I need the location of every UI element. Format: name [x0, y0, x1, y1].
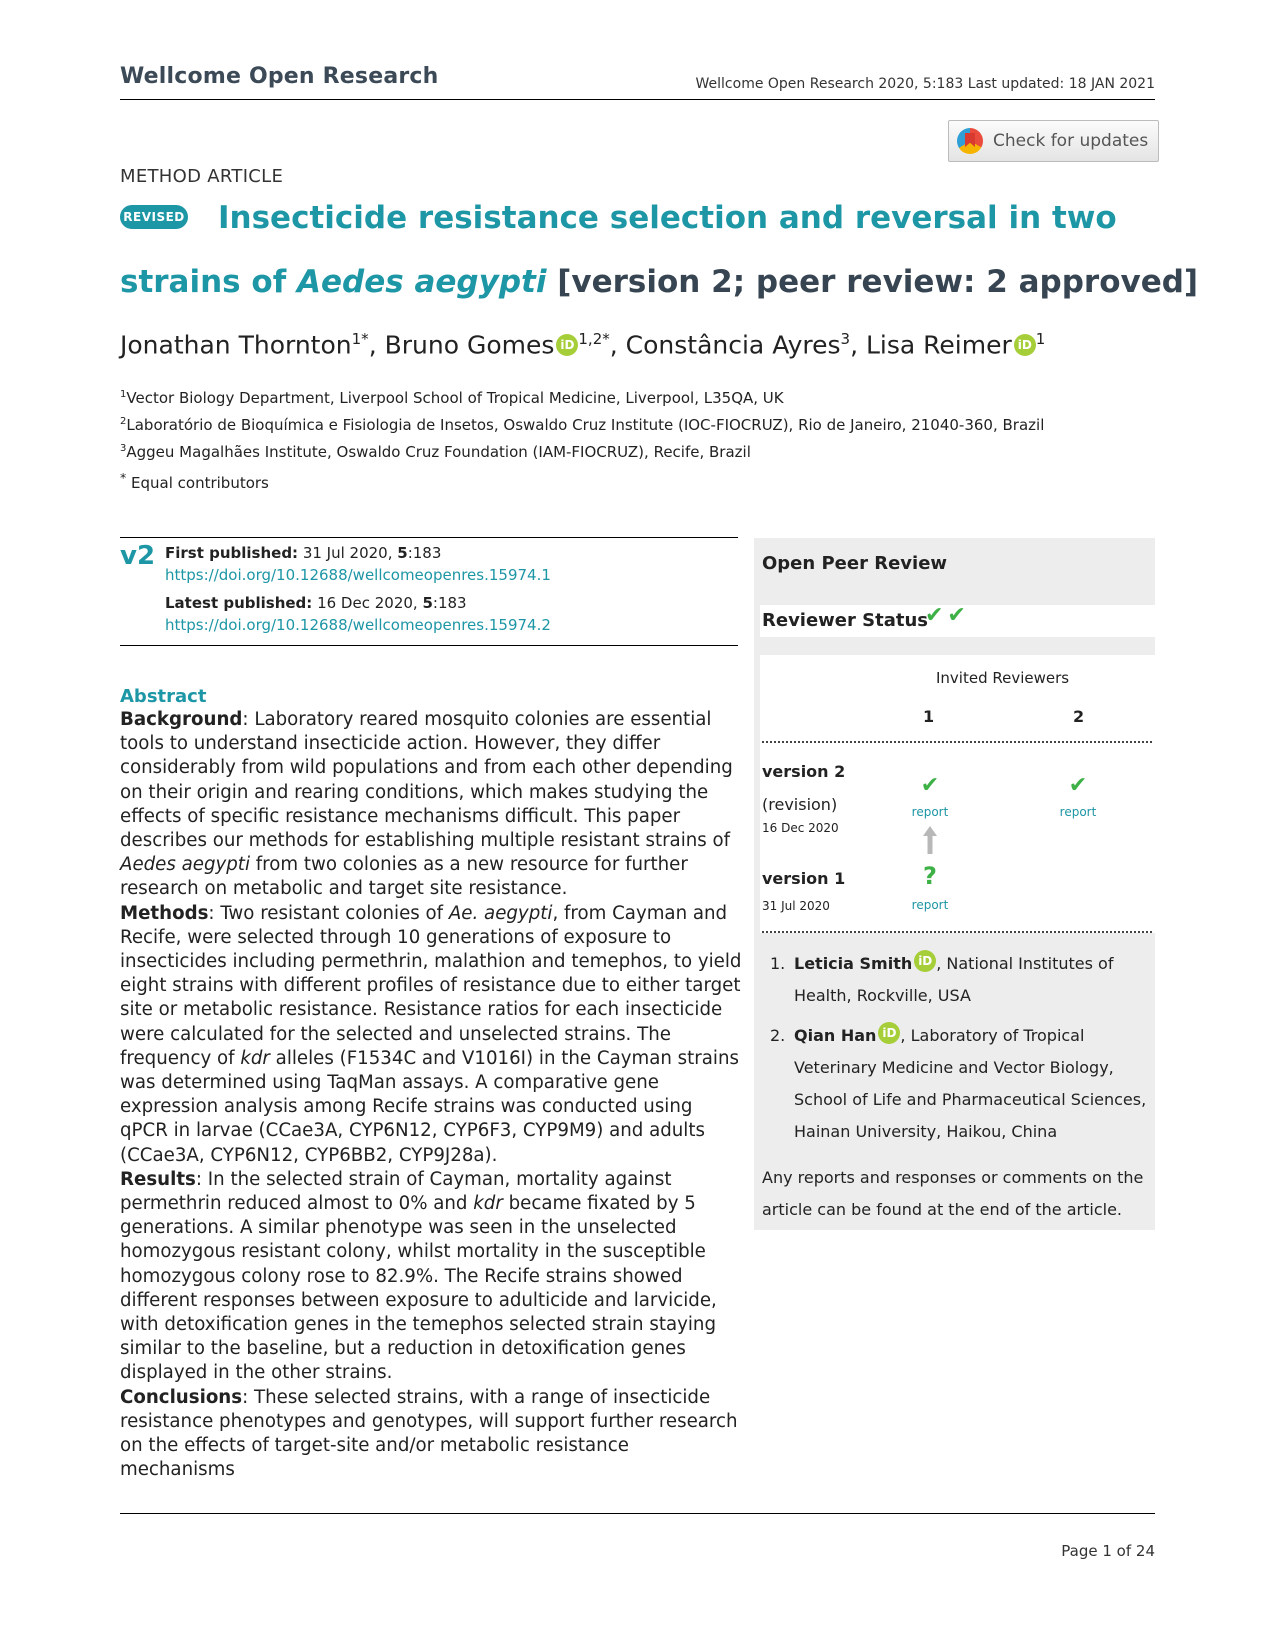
grid-divider-top [762, 741, 1152, 743]
check-for-updates-button[interactable] [948, 120, 1159, 162]
affiliation-text: Vector Biology Department, Liverpool School of Tropical Medicine, Liverpool, L35QA, UK [126, 389, 784, 407]
methods-text-3: alleles (F1534C and V1016I) in the Cayman strains was determined using TaqMan assays. A comparative gene expression analysis among Recife strains was conducted using qPCR in larvae (CCae3A, CYP6N12, CYP6F3, CYP9M9) and adults (CCae3A, CYP6N12, CYP6BB2, CYP9J28a). [120, 1047, 739, 1166]
reviewer-status-label: Reviewer Status [762, 610, 929, 631]
journal-brand: Wellcome Open Research [120, 64, 439, 89]
reviewer-list [770, 948, 1150, 1156]
author-affiliation-sup: 3 [840, 330, 851, 348]
title-species: Aedes aegypti [297, 264, 547, 300]
equal-contributors-note [120, 470, 269, 492]
latest-published [165, 592, 551, 636]
abstract-body [120, 708, 745, 1483]
methods-text-2: , from Cayman and Recife, were selected through 10 generations of exposure to insecticides including permethrin, malathion and temephos, to yield eight strains with different profiles of resistance due to either target site or metabolic resistance. Resistance ratios for each insecticide were calculated for the selected and unselected strains. The frequency of [120, 902, 742, 1069]
v2-r1-approved-icon: ✔ [920, 773, 940, 798]
reviewer-name[interactable]: Qian Han [794, 1026, 877, 1045]
author-affiliation-sup: 1 [1035, 330, 1046, 348]
first-published [165, 542, 551, 586]
background-label: Background [120, 709, 243, 730]
v2-r2-report-link[interactable]: report [1059, 805, 1097, 819]
reviewer-number: 2. [770, 1026, 786, 1045]
reviewer-number: 1. [770, 954, 786, 973]
author-name[interactable]: Bruno Gomes [384, 330, 555, 360]
affiliation-text: Laboratório de Bioquímica e Fisiologia de Insetos, Oswaldo Cruz Institute (IOC-FIOCRUZ), Rio de Janeiro, 21040-360, Brazil [126, 416, 1045, 434]
reviewer-name[interactable]: Leticia Smith [794, 954, 913, 973]
v1-r1-question-icon: ? [923, 862, 937, 890]
author-affiliation-sup: 1* [351, 330, 369, 348]
affiliation-sup: 2 [120, 416, 127, 427]
author-name[interactable]: Lisa Reimer [866, 330, 1012, 360]
affiliation-item [120, 437, 1044, 464]
methods-kdr: kdr [240, 1047, 270, 1069]
revised-badge: REVISED [120, 205, 188, 229]
approved-check-icon: ✔✔ [925, 603, 970, 628]
version-1-date: 31 Jul 2020 [762, 899, 830, 913]
author-name[interactable]: Jonathan Thornton [120, 330, 352, 360]
affiliation-sup: 3 [120, 443, 127, 454]
grid-divider-bottom [762, 931, 1152, 933]
first-published-page: :183 [407, 544, 442, 562]
latest-published-volume: 5 [422, 594, 433, 612]
results-text-2: became fixated by 5 generations. A similar phenotype was seen in the unselected homozygous resistant colony, whilst mortality in the susceptible homozygous colony rose to 82.9%. The Recife strains showed different responses between exposure to adulticide and larvicide, with detoxification genes in the temephos selected strain staying similar to the baseline, but a reduction in detoxification genes displayed in the other strains. [120, 1193, 717, 1384]
first-doi-link[interactable]: https://doi.org/10.12688/wellcomeopenres.15974.1 [165, 566, 551, 584]
results-text: : In the selected strain of Cayman, mortality against permethrin reduced almost to 0% and [120, 1168, 672, 1215]
article-title-line1: Insecticide resistance selection and reversal in two [218, 200, 1117, 236]
background-text: : Laboratory reared mosquito colonies are essential tools to understand insecticide action. However, they differ considerably from wild populations and from each other depending on their origin and rearing conditions, which makes studying the effects of specific resistance mechanisms difficult. This paper describes our methods for establishing multiple resistant strains of [120, 709, 733, 852]
methods-text: : Two resistant colonies of [208, 902, 449, 924]
author-separator: , [609, 330, 626, 360]
footer-divider [120, 1513, 1155, 1514]
title-text: strains of [120, 264, 297, 300]
conclusions-label: Conclusions [120, 1386, 243, 1408]
article-type: METHOD ARTICLE [120, 166, 284, 187]
page-number: Page 1 of 24 [1061, 1542, 1155, 1560]
methods-label: Methods [120, 902, 209, 924]
latest-published-date: 16 Dec 2020, [312, 594, 423, 612]
publication-bottom-rule [120, 645, 738, 646]
abstract-conclusions [120, 1386, 745, 1483]
latest-published-label: Latest published: [165, 594, 313, 612]
first-published-date: 31 Jul 2020, [298, 544, 398, 562]
reports-note: Any reports and responses or comments on the article can be found at the end of the article. [762, 1168, 1144, 1219]
first-published-volume: 5 [397, 544, 408, 562]
author-affiliation-sup: 1,2* [578, 330, 610, 348]
version-2-date: 16 Dec 2020 [762, 821, 839, 835]
reviewer-item [770, 1020, 1150, 1148]
publication-top-rule [120, 537, 738, 538]
version-2-label: version 2 [762, 762, 846, 781]
crossmark-icon [957, 128, 983, 154]
article-title-line2 [120, 264, 1198, 300]
author-separator: , [368, 330, 385, 360]
affiliation-sup: 1 [120, 389, 127, 400]
equal-text: Equal contributors [126, 474, 269, 492]
results-label: Results [120, 1168, 196, 1190]
background-species: Aedes aegypti [120, 854, 250, 876]
version-2-revision: (revision) [762, 795, 838, 814]
author-name[interactable]: Constância Ayres [625, 330, 841, 360]
v2-r1-report-link[interactable]: report [911, 805, 949, 819]
background-text-2: from two colonies as a new resource for further research on metabolic and target site resistance. [120, 854, 688, 900]
first-published-label: First published: [165, 544, 299, 562]
header-citation: Wellcome Open Research 2020, 5:183 Last updated: 18 JAN 2021 [695, 76, 1155, 92]
abstract-results [120, 1168, 745, 1386]
invited-reviewers-label: Invited Reviewers [936, 669, 1070, 687]
reviewer-column-1: 1 [923, 707, 935, 726]
abstract-heading: Abstract [120, 686, 207, 707]
header-divider [120, 99, 1155, 100]
reviewer-item [770, 948, 1150, 1012]
reviewer-affiliation: , National Institutes of Health, Rockville, USA [794, 954, 1114, 1005]
conclusions-text: : These selected strains, with a range of insecticide resistance phenotypes and genotypes, will support further research on the effects of target-site and/or metabolic resistance mechanisms [120, 1386, 738, 1481]
reviewer-column-2: 2 [1073, 707, 1085, 726]
author-separator: , [850, 330, 866, 360]
orcid-icon[interactable]: iD [1014, 334, 1036, 356]
affiliation-item [120, 410, 1044, 437]
version-1-label: version 1 [762, 869, 846, 888]
title-version: [version 2; peer review: 2 approved] [546, 264, 1199, 300]
author-list [120, 330, 1045, 359]
orcid-icon[interactable]: iD [914, 950, 936, 972]
affiliation-text: Aggeu Magalhães Institute, Oswaldo Cruz Foundation (IAM-FIOCRUZ), Recife, Brazil [126, 443, 751, 461]
methods-species: Ae. aegypti [448, 902, 553, 924]
v1-r1-report-link[interactable]: report [911, 898, 949, 912]
equal-sup: * [120, 470, 127, 485]
orcid-icon[interactable]: iD [556, 334, 578, 356]
latest-doi-link[interactable]: https://doi.org/10.12688/wellcomeopenres.15974.2 [165, 616, 551, 634]
abstract-methods [120, 902, 745, 1168]
version-tag: v2 [120, 541, 156, 571]
peer-review-heading: Open Peer Review [762, 553, 948, 574]
affiliation-item [120, 383, 1044, 410]
reviewer-affiliation: , Laboratory of Tropical Veterinary Medicine and Vector Biology, School of Life and Pharmaceutical Sciences, Hainan University, Haikou, China [794, 1026, 1147, 1141]
abstract-background [120, 708, 745, 902]
revision-arrow-icon [923, 826, 937, 854]
affiliations [120, 383, 1044, 464]
latest-published-page: :183 [432, 594, 467, 612]
orcid-icon[interactable]: iD [878, 1022, 900, 1044]
v2-r2-approved-icon: ✔ [1068, 773, 1088, 798]
results-kdr: kdr [473, 1193, 503, 1215]
check-for-updates-label: Check for updates [993, 131, 1149, 151]
